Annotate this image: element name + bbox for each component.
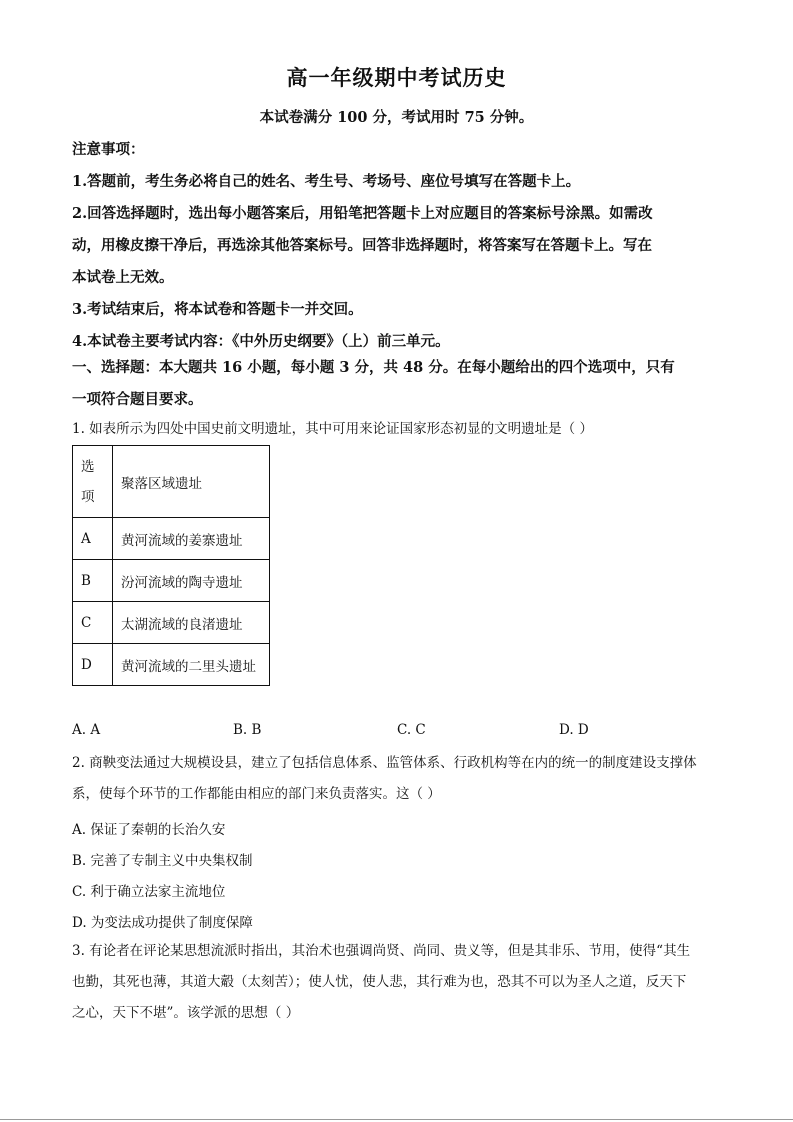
table-cell: A <box>73 518 113 560</box>
table-cell: 太湖流域的良渚遗址 <box>113 602 270 644</box>
option-a: A. A <box>72 722 101 738</box>
notice-line: 动，用橡皮擦干净后，再选涂其他答案标号。回答非选择题时，将答案写在答题卡上。写在 <box>72 237 652 254</box>
notice-heading: 注意事项： <box>72 141 145 158</box>
question-2-line: 2. 商鞅变法通过大规模设县，建立了包括信息体系、监管体系、行政机构等在内的统一的制度建设支撑体 <box>72 755 697 771</box>
table-header-row <box>73 446 270 518</box>
table-cell: B <box>73 560 113 602</box>
table-cell: 汾河流域的陶寺遗址 <box>113 560 270 602</box>
notice-line: 2.回答选择题时，选出每小题答案后，用铅笔把答题卡上对应题目的答案标号涂黑。如需改 <box>72 205 653 222</box>
table-header-cell: 选 项 <box>73 446 113 518</box>
option-c: C. C <box>397 722 426 738</box>
section-line: 一项符合题目要求。 <box>72 391 203 408</box>
table-row <box>73 518 270 560</box>
page-title: 高一年级期中考试历史 <box>286 65 507 90</box>
question-1-stem <box>72 414 724 445</box>
notice-line: 1.答题前，考生务必将自己的姓名、考生号、考场号、座位号填写在答题卡上。 <box>72 173 581 190</box>
question-1-options <box>72 722 724 744</box>
question-2-option-c: C. 利于确立法家主流地位 <box>72 884 226 900</box>
question-2-stem <box>72 748 724 810</box>
table-row <box>73 644 270 686</box>
question-1-table <box>72 445 270 686</box>
question-3-line: 之心，天下不堪”。该学派的思想（ ） <box>72 1005 300 1021</box>
question-3-stem <box>72 936 724 1029</box>
table-row <box>73 560 270 602</box>
notice-line: 本试卷上无效。 <box>72 269 174 286</box>
table-cell: 黄河流域的姜寨遗址 <box>113 518 270 560</box>
question-2-option-a: A. 保证了秦朝的长治久安 <box>72 822 226 838</box>
section-line: 一、选择题：本大题共 16 小题，每小题 3 分，共 48 分。在每小题给出的四个选项中，只有 <box>72 359 675 376</box>
page-bottom-rule <box>0 1119 793 1120</box>
question-1-text: 1. 如表所示为四处中国史前文明遗址，其中可用来论证国家形态初显的文明遗址是（ ） <box>72 421 593 437</box>
section-heading <box>72 352 724 416</box>
notice-block <box>72 134 724 358</box>
question-3-line: 也勤，其死也薄，其道大觳（太刻苦）；使人忧，使人悲，其行难为也，恐其不可以为圣人之道，反天下 <box>72 974 687 990</box>
question-2-line: 系，使每个环节的工作都能由相应的部门来负责落实。这（ ） <box>72 786 441 802</box>
table-cell: 黄河流域的二里头遗址 <box>113 644 270 686</box>
table-row <box>73 602 270 644</box>
question-2-option-d: D. 为变法成功提供了制度保障 <box>72 915 253 931</box>
question-2-option-b: B. 完善了专制主义中央集权制 <box>72 853 253 869</box>
option-d: D. D <box>559 722 589 738</box>
exam-subtitle: 本试卷满分 100 分，考试用时 75 分钟。 <box>259 109 534 126</box>
option-b: B. B <box>233 722 262 738</box>
notice-line: 3.考试结束后，将本试卷和答题卡一并交回。 <box>72 301 363 318</box>
notice-line: 4.本试卷主要考试内容：《中外历史纲要》（上）前三单元。 <box>72 333 450 350</box>
table-cell: D <box>73 644 113 686</box>
table-cell: C <box>73 602 113 644</box>
question-3-line: 3. 有论者在评论某思想流派时指出，其治术也强调尚贤、尚同、贵义等，但是其非乐、节用，使得“其生 <box>72 943 691 959</box>
table-header-cell: 聚落区域遗址 <box>113 446 270 518</box>
